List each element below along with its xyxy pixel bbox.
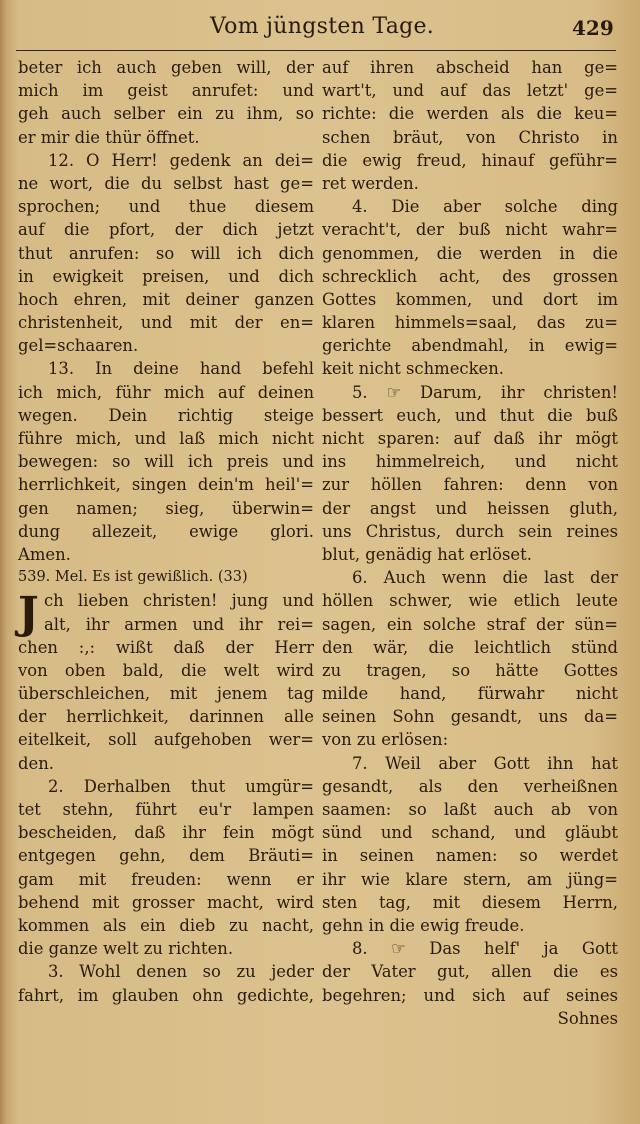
- text-line: tet stehn, führt eu'r lampen: [18, 800, 314, 819]
- text-line: herrlichkeit, singen dein'm heil'=: [18, 475, 314, 495]
- text-line: keit nicht schmecken.: [322, 359, 504, 379]
- text-line: gesandt, als den verheißnen: [322, 776, 618, 796]
- text-line: dung allezeit, ewige glori.: [18, 521, 314, 541]
- text-line: die ganze welt zu richten.: [18, 939, 234, 959]
- verse-start-line: 2. Derhalben thut umgür=: [48, 776, 314, 796]
- text-line: richte: die werden als die keu=: [322, 104, 618, 124]
- text-line: ihr wie klare stern, am jüng=: [322, 869, 618, 889]
- text-line: gen namen; sieg, überwin=: [18, 498, 314, 518]
- verse-start-line: 4. Die aber solche ding: [352, 197, 618, 217]
- verse-start-line: 7. Weil aber Gott ihn hat: [352, 753, 618, 773]
- verse-start-line: 3. Wohl denen so zu jeder: [48, 962, 314, 982]
- text-line: milde hand, fürwahr nicht: [322, 684, 618, 704]
- text-line: christenheit, und mit der en=: [18, 313, 314, 333]
- text-line: die ewig freud, hinauf geführ=: [322, 150, 618, 170]
- text-line: uns Christus, durch sein reines: [322, 521, 618, 541]
- text-line: gam mit freuden: wenn er: [18, 869, 314, 889]
- page-number: 429: [572, 16, 614, 40]
- text-line: in ewigkeit preisen, und dich: [18, 266, 314, 286]
- text-line: ich mich, führ mich auf deinen: [18, 382, 314, 402]
- text-line: den.: [18, 753, 54, 773]
- text-line: höllen schwer, wie etlich leute: [322, 591, 618, 611]
- running-header: [0, 14, 640, 48]
- text-line: bescheiden, daß ihr fein mögt: [18, 823, 314, 843]
- text-line: der herrlichkeit, darinnen alle: [18, 707, 314, 727]
- text-line: genommen, die werden in die: [322, 243, 618, 263]
- text-line: blut, genädig hat erlöset.: [322, 544, 532, 564]
- text-line: gehn in die ewig freude.: [322, 915, 525, 935]
- text-line: sünd und schand, und gläubt: [322, 823, 618, 843]
- text-line: seinen Sohn gesandt, uns da=: [322, 707, 618, 727]
- text-line: kommen als ein dieb zu nacht,: [18, 915, 314, 935]
- text-line: bessert euch, und thut die buß: [322, 405, 618, 425]
- text-line: zur höllen fahren: denn von: [322, 475, 618, 495]
- text-line: überschleichen, mit jenem tag: [18, 684, 314, 704]
- text-line: saamen: so laßt auch ab von: [322, 800, 618, 819]
- running-title: Vom jüngsten Tage.: [210, 14, 435, 39]
- text-line: gerichte abendmahl, in ewig=: [322, 336, 618, 356]
- text-line: sprochen; und thue diesem: [18, 197, 314, 217]
- text-line-content: ch lieben christen! jung und: [44, 591, 314, 611]
- right-column: [322, 56, 618, 1030]
- text-line: Amen.: [18, 544, 71, 564]
- text-line: wart't, und auf das letzt' ge=: [322, 81, 618, 101]
- header-rule: [16, 50, 616, 51]
- text-line: fahrt, im glauben ohn gedichte,: [18, 985, 314, 1005]
- text-line: in seinen namen: so werdet: [322, 846, 618, 866]
- text-line: zu tragen, so hätte Gottes: [322, 660, 618, 680]
- text-line: ret werden.: [322, 173, 419, 193]
- text-line: alt, ihr armen und ihr rei=: [44, 614, 314, 634]
- text-line: ins himmelreich, und nicht: [322, 452, 618, 472]
- text-line: den wär, die leichtlich stünd: [322, 637, 618, 657]
- left-column: [18, 56, 314, 1007]
- verse-start-line: 5. ☞ Darum, ihr christen!: [352, 382, 618, 402]
- hymn-heading: 539. Mel. Es ist gewißlich. (33): [18, 569, 248, 586]
- text-line: Gottes kommen, und dort im: [322, 289, 618, 309]
- text-line: geh auch selber ein zu ihm, so: [18, 104, 314, 124]
- drop-cap: J: [18, 588, 39, 640]
- verse-start-line: 13. In deine hand befehl: [48, 359, 314, 379]
- text-line: von zu erlösen:: [322, 730, 449, 750]
- text-line: auf ihren abscheid han ge=: [322, 58, 618, 77]
- text-line: mich im geist anrufet: und: [18, 81, 314, 101]
- text-line: behend mit grosser macht, wird: [18, 892, 314, 912]
- verse-start-line: 8. ☞ Das helf' ja Gott: [352, 939, 618, 959]
- text-line: sagen, ein solche straf der sün=: [322, 614, 618, 634]
- text-line: hoch ehren, mit deiner ganzen: [18, 289, 314, 309]
- verse-start-line: 12. O Herr! gedenk an dei=: [48, 150, 314, 170]
- text-line: entgegen gehn, dem Bräuti=: [18, 846, 314, 866]
- text-line: begehren; und sich auf seines: [322, 985, 618, 1005]
- text-line: veracht't, der buß nicht wahr=: [322, 220, 618, 240]
- text-line: führe mich, und laß mich nicht: [18, 429, 314, 448]
- text-line: beter ich auch geben will, der: [18, 58, 314, 77]
- text-line: eitelkeit, soll aufgehoben wer=: [18, 730, 314, 750]
- text-line: ne wort, die du selbst hast ge=: [18, 173, 314, 193]
- text-line: nicht sparen: auf daß ihr mögt: [322, 429, 618, 448]
- text-line: der angst und heissen gluth,: [322, 498, 618, 518]
- text-line: er mir die thür öffnet.: [18, 127, 200, 147]
- text-line: auf die pfort, der dich jetzt: [18, 220, 314, 240]
- text-line: schrecklich acht, des grossen: [322, 266, 618, 286]
- text-line: thut anrufen: so will ich dich: [18, 243, 314, 263]
- text-line: wegen. Dein richtig steige: [18, 405, 314, 425]
- text-line: schen bräut, von Christo in: [322, 127, 618, 147]
- text-line: von oben bald, die welt wird: [18, 660, 314, 680]
- text-line: sten tag, mit diesem Herrn,: [322, 892, 618, 912]
- text-line: chen :,: wißt daß der Herr: [18, 637, 314, 657]
- verse-start-line: 6. Auch wenn die last der: [352, 568, 618, 588]
- catchword: Sohnes: [557, 1008, 618, 1028]
- text-line: bewegen: so will ich preis und: [18, 452, 314, 472]
- text-line: der Vater gut, allen die es: [322, 962, 618, 982]
- text-line: gel=schaaren.: [18, 336, 139, 356]
- text-line: klaren himmels=saal, das zu=: [322, 313, 618, 333]
